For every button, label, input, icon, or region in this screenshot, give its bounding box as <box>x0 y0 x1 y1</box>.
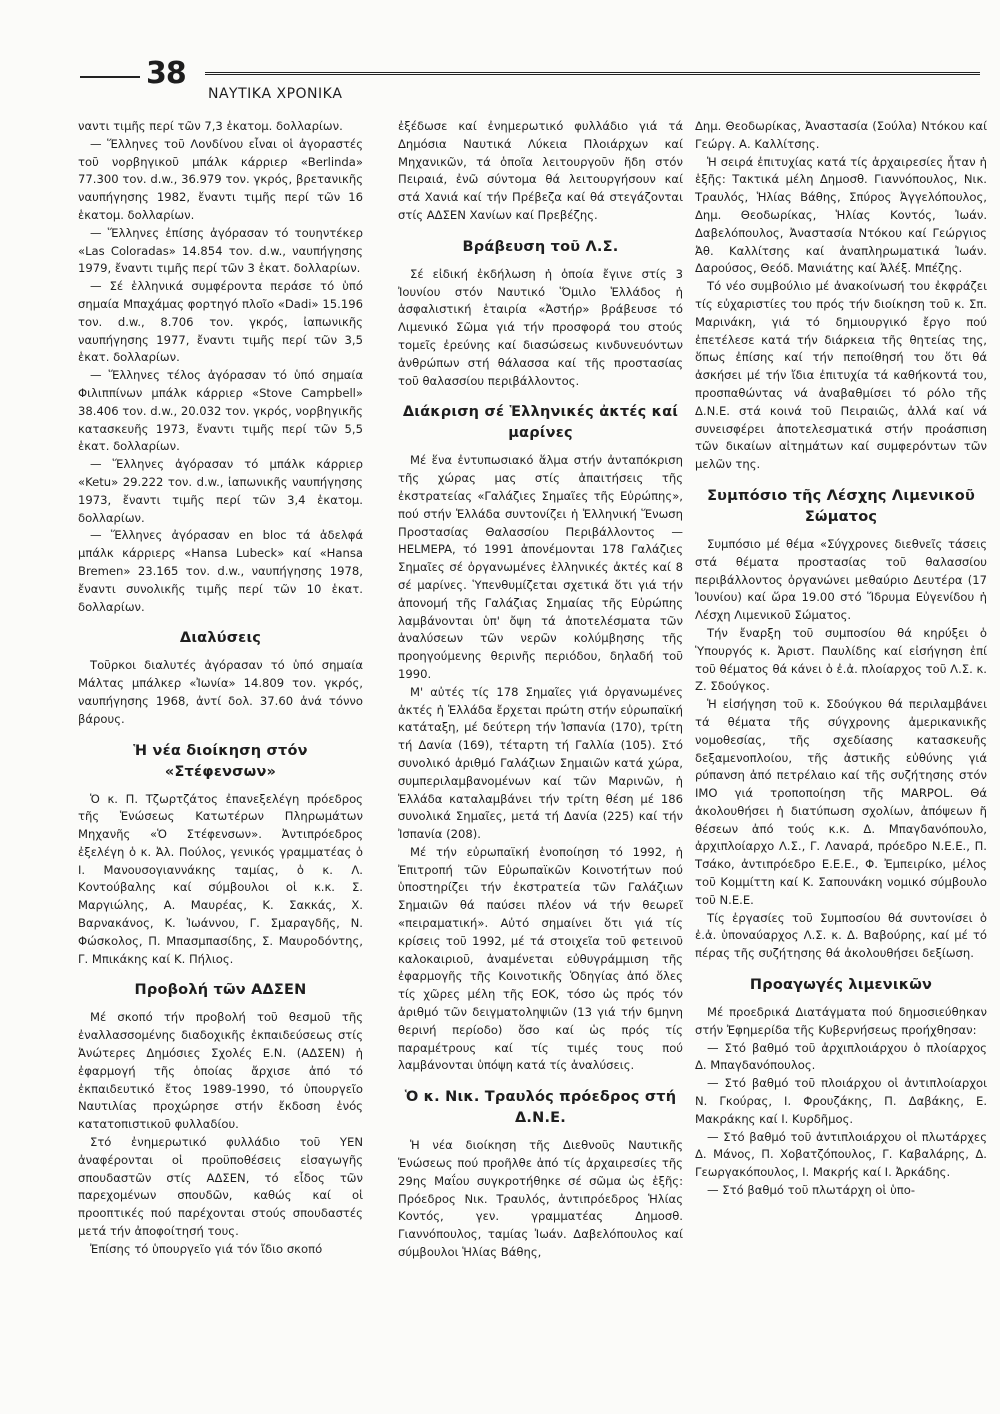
page-header <box>80 56 980 110</box>
paragraph: Ἡ σειρά ἐπιτυχίας κατά τίς ἀρχαιρεσίες ἦταν ἡ ἑξῆς: Τακτικά μέλη Δημοσθ. Γιαννόπουλος, Νικ. Τραυλός, Ἡλίας Βάθης, Σπύρος Ἀγγελόπουλος, Δημ. Θεοδωρίκας, Ἡλίας Κοντός, Ἰωάν. Δαβελόπουλος, Ἀναστασία Ντόκου καί Γεώργιος Ἀθ. Καλλίτσης καί ἀναπληρωματικά Ἰωάν. Δαρούσος, Θεόδ. Μανιάτης καί Ἀλέξ. Μπέζης. <box>695 154 987 276</box>
paragraph: Μέ τήν εὐρωπαϊκή ἑνοποίηση τό 1992, ἡ Ἐπιτροπή τῶν Εὐρωπαϊκῶν Κοινοτήτων πού ὑποστηρίζει τήν ἐκστρατεία τῶν Γαλάζιων Σημαιῶν θά παύσει πλέον νά τήν θεωρεῖ «πειραματική». Αὐτό σημαίνει ὅτι γιά τίς κρίσεις τοῦ 1992, μέ τά στοιχεῖα τοῦ φετεινοῦ καλοκαιριοῦ, ἀναμένεται εὐθυγράμμιση τῆς ἐφαρμογῆς τῆς Κοινοτικῆς Ὁδηγίας ἀπό ὅλες τίς χῶρες μέλη τῆς ΕΟΚ, τόσο ὡς πρός τόν ἀριθμό τῶν δειγματοληψιῶν (13 γιά τήν 6μηνη θερινή περίοδο) ὅσο καί ὡς πρός τίς παραμέτρους καί τίς τιμές τους πού λαμβάνονται ὑπόψη κατά τίς ἀναλύσεις. <box>398 844 683 1073</box>
paragraph: — Ἕλληνες ἀγόρασαν en bloc τά ἀδελφά μπάλκ κάρριερς «Hansa Lubeck» καί «Hansa Bremen» 23.165 τον. d.w., ναυπήγησης 1978, ἔναντι συνολικῆς τιμῆς περί τῶν 10 ἑκατ. δολλαρίων. <box>78 528 363 614</box>
paragraph: — Ἕλληνες ἀγόρασαν τό μπάλκ κάρριερ «Ketu» 29.222 τον. d.w., ἰαπωνικῆς ναυπήγησης 1973, ἔναντι τιμῆς περί τῶν 3,4 ἑκατομ. δολλαρίων. <box>78 457 363 525</box>
heading-new-administration: Ἡ νέα διοίκηση στόν «Στέφενσων» <box>133 742 308 780</box>
paragraph: Μέ ἕνα ἐντυπωσιακό ἅλμα στήν ἀνταπόκριση τῆς χώρας μας στίς ἀπαιτήσεις τῆς ἐκστρατείας «Γαλάζιες Σημαῖες τῆς Εὐρώπης», πού στήν Ἑλλάδα συντονίζει ἡ Ἑλληνική Ἕνωση Προστασίας Θαλασσίου Περιβάλλοντος — HELMEPA, τό 1991 ἀπονέμονται 178 Γαλάζιες Σημαῖες σέ ὀργανωμένες ἑλληνικές ἀκτές καί 8 σέ μαρίνες. Ὑπενθυμίζεται σχετικά ὅτι γιά τήν ἀπονομή τῆς Γαλάζιας Σημαίας τῆς Εὐρώπης λαμβάνονται ὑπ' ὄψη τά ἀποτελέσματα τῶν ἀναλύσεων τῶν νερῶν κολύμβησης τῆς προηγούμενης θερινῆς περιόδου, δηλαδή τοῦ 1990. <box>398 453 683 681</box>
paragraph: Συμπόσιο μέ θέμα «Σύγχρονες διεθνεῖς τάσεις στά θέματα προστασίας τοῦ θαλασσίου περιβάλλοντος ὀργανώνει μεθαύριο Δευτέρα (17 Ἰουνίου) καί ὥρα 19.00 στό Ἵδρυμα Εὐγενίδου ἡ Λέσχη Λιμενικοῦ Σώματος. <box>695 536 987 623</box>
paragraph: Σέ εἰδική ἐκδήλωση ἡ ὁποία ἔγινε στίς 3 Ἰουνίου στόν Ναυτικό Ὅμιλο Ἑλλάδος ἡ ἀσφαλιστική ἑταιρία «Ἀστήρ» βράβευσε τό Λιμενικό Σῶμα γιά τήν προσφορά του στούς τομεῖς ἐρεύνης καί διασώσεως κινδυνευόντων ἀνθρώπων στή θάλασσα καί τῆς προστασίας τοῦ θαλασσίου περιβάλλοντος. <box>398 266 683 388</box>
paragraph: Τό νέο συμβούλιο μέ ἀνακοίνωσή του ἐκφράζει τίς εὐχαριστίες του πρός τήν διοίκηση τοῦ κ. Σπ. Μαρινάκη, γιά τό δημιουργικό ἔργο πού ἐπετέλεσε κατά τήν διάρκεια τῆς θητείας της, ὅπως ἐπίσης καί τήν πεποίθησή του ὅτι θά ἀσκήσει μέ τήν ἴδια ἐπιτυχία τά καθήκοντά του, προσπαθώντας νά ἀναβαθμίσει τό ρόλο τῆς Δ.Ν.Ε. στά κοινά τοῦ Πειραιῶς, ἀλλά καί νά συνεισφέρει ἀποτελεσματικά στήν προάσπιση τῶν δικαίων αἰτημάτων καί συμφερόντων τῶν μελῶν της. <box>695 279 987 472</box>
paragraph: Μ' αὐτές τίς 178 Σημαῖες γιά ὀργανωμένες ἀκτές ἡ Ἑλλάδα ἔρχεται πρώτη στήν εὐρωπαϊκή κατάταξη, μέ δεύτερη τήν Ἰσπανία (170), τρίτη τή Δανία (169), τέταρτη τή Γαλλία (105). Στό συνολικό ἀριθμό Γαλάζιων Σημαιῶν κατά χώρα, συμπεριλαμβανομένων καί τῶν Μαρινῶν, ἡ Ἑλλάδα καταλαμβάνει τήν τρίτη θέση μέ 186 συνολικά Σημαῖες, μετά τή Δανία (225) καί τήν Ἰσπανία (208). <box>398 684 683 842</box>
paragraph: — Ἕλληνες τέλος ἀγόρασαν τό ὑπό σημαία Φιλιππίνων μπάλκ κάρριερ «Stove Campbell» 38.406 τον. d.w., 20.032 τον. γκρός, νορβηγικῆς κατασκευῆς 1973, ἔναντι τιμῆς περί τῶν 5,5 ἑκατ. δολλαρίων. <box>78 368 363 454</box>
magazine-title: ΝΑΥΤΙΚΑ ΧΡΟΝΙΚΑ <box>208 86 343 102</box>
paragraph: — Στό βαθμό τοῦ πλωτάρχη οἱ ὑπο- <box>707 1183 916 1198</box>
paragraph: Δημ. Θεοδωρίκας, Ἀναστασία (Σούλα) Ντόκου καί Γεώργ. Α. Καλλίτσης. <box>695 119 987 151</box>
paragraph: — Ἕλληνες τοῦ Λονδίνου εἶναι οἱ ἀγοραστές τοῦ νορβηγικοῦ μπάλκ κάρριερ «Berlinda» 77.300 τον. d.w., 36.979 τον. γκρός, βρετανικῆς ναυπήγησης 1982, ἔναντι τιμῆς περί τῶν 16 ἑκατομ. δολλαρίων. <box>78 136 363 222</box>
paragraph: Ἡ εἰσήγηση τοῦ κ. Σδούγκου θά περιλαμβάνει τά θέματα τῆς σύγχρονης ἀμερικανικῆς νομοθεσίας, τῆς σχεδίασης κατασκευῆς δεξαμενοπλοίου, τῆς ἀστικῆς εὐθύνης γιά ρύπανση ἀπό πετρέλαιο καί τῆς συζήτησης στόν ΙΜΟ γιά τροποποίηση τῆς MARPOL. Θά ἀκολουθήσει ἡ διατύπωση σχολίων, ἀπόψεων ἤ θέσεων ἀπό τούς κ.κ. Δ. Μπαγδανόπουλο, ἀρχιπλοίαρχο Λ.Σ., Γ. Λαναρά, πρόεδρο Ν.Ε.Ε., Π. Τσάκο, ἀντιπρόεδρο Ε.Ε.Ε., Φ. Ἐμπειρίκο, μέλος τοῦ Κομμίττη καί Κ. Σαπουνάκη νομικό σύμβουλο τοῦ Ν.Ε.Ε. <box>695 697 987 907</box>
paragraph: Τίς ἐργασίες τοῦ Συμποσίου θά συντονίσει ὁ ἐ.ἀ. ὑποναύαρχος Λ.Σ. κ. Δ. Βαβούρης, καί μέ τό πέρας τῆς συζήτησης θά ἀκολουθήσει δεξίωση. <box>695 910 987 961</box>
heading-symposium: Συμπόσιο τῆς Λέσχης Λιμενικοῦ Σώματος <box>707 487 975 525</box>
paragraph: Μέ σκοπό τήν προβολή τοῦ θεσμοῦ τῆς ἐναλλασσομένης διαδοχικῆς ἐκπαιδεύσεως στίς Ἀνώτερες Δημόσιες Σχολές Ε.Ν. (ΑΔΣΕΝ) ἡ ἐφαρμογή τῆς ὁποίας ἄρχισε ἀπό τό ἐκπαιδευτικό ἔτος 1989-1990, τό ὑπουργεῖο Ναυτιλίας προχώρησε στήν ἔκδοση ἑνός κατατοπιστικοῦ φυλλαδίου. <box>78 1010 363 1132</box>
header-rule-right <box>205 72 980 75</box>
paragraph: Ἐπίσης τό ὑπουργεῖο γιά τόν ἴδιο σκοπό <box>90 1241 323 1256</box>
paragraph: — Στό βαθμό τοῦ ἀρχιπλοιάρχου ὁ πλοίαρχος Δ. Μπαγδανόπουλος. <box>695 1040 987 1073</box>
page-number: 38 <box>146 56 186 91</box>
paragraph: Τοῦρκοι διαλυτές ἀγόρασαν τό ὑπό σημαία Μάλτας μπάλκερ «Ἰωνία» 14.809 τον. γκρός, ναυπήγησης 1968, ἀντί δολ. 37.60 ἀνά τόννο βάρους. <box>78 658 363 726</box>
heading-promotions: Προαγωγές λιμενικῶν <box>749 977 933 994</box>
heading-blue-flags: Διάκριση σέ Ἑλληνικές ἀκτές καί μαρίνες <box>402 404 679 442</box>
paragraph: Ὁ κ. Π. Τζωρτζάτος ἐπανεξελέγη πρόεδρος τῆς Ἑνώσεως Κατωτέρων Πληρωμάτων Μηχανῆς «Ὁ Στέφενσων». Ἀντιπρόεδρος ἐξελέγη ὁ κ. Ἀλ. Πούλος, γενικός γραμματέας ὁ Ι. Μανουσογιαννάκης ταμίας, ὁ κ. Λ. Κοντούβαλης καί σύμβουλοι οἱ κ.κ. Σ. Μαργιώλης, Α. Μαυρέας, Κ. Σακκάς, Χ. Βαρνακάνος, Κ. Ἰωάννου, Γ. Σμαραγδῆς, Ν. Φώσκολος, Π. Μπασμπασίδης, Σ. Μαυροδόντης, Γ. Μπικάκης καί Κ. Πήλιος. <box>78 791 363 966</box>
column-1 <box>78 118 363 1259</box>
paragraph: — Ἕλληνες ἐπίσης ἀγόρασαν τό τουηντέκερ «Las Coloradas» 14.854 τον. d.w., ναυπήγησης 1979, ἔναντι τιμῆς περί τῶν 3 ἑκατ. δολλαρίων. <box>78 225 363 276</box>
paragraph: Στό ἐνημερωτικό φυλλάδιο τοῦ ΥΕΝ ἀναφέρονται οἱ προϋποθέσεις εἰσαγωγῆς σπουδαστῶν στίς ΑΔΣΕΝ, τό εἶδος τῶν παρεχομένων σπουδῶν, καθώς καί οἱ προοπτικές πού παρέχονται στούς σπουδαστές μετά τήν ἀποφοίτησή τους. <box>78 1135 363 1239</box>
header-rule-left <box>80 76 140 78</box>
paragraph: — Σέ ἑλληνικά συμφέροντα περάσε τό ὑπό σημαία Μπαχάμας φορτηγό πλοῖο «Dadi» 15.196 τον. d.w., 8.706 τον. γκρός, ἰαπωνικῆς ναυπήγησης 1977, ἔναντι τιμῆς περί τῶν 3,5 ἑκατ. δολλαρίων. <box>78 279 363 365</box>
paragraph: — Στό βαθμό τοῦ ἀντιπλοιάρχου οἱ πλωτάρχες Δ. Μάνος, Π. Χοβατζόπουλος, Γ. Καβαλάρης, Δ. Γεωργακόπουλος, Ι. Μακρής καί Ι. Ἀρκάδης. <box>695 1129 987 1180</box>
paragraph: — Στό βαθμό τοῦ πλοιάρχου οἱ ἀντιπλοίαρχοι Ν. Γκούρας, Ι. Φρουζάκης, Π. Δαβάκης, Ε. Μακράκης καί Ι. Κυρδῆμος. <box>695 1076 987 1126</box>
heading-travlos: Ὁ κ. Νικ. Τραυλός πρόεδρος στή Δ.Ν.Ε. <box>404 1089 677 1127</box>
paragraph: Μέ προεδρικά Διατάγματα πού δημοσιεύθηκαν στήν Ἐφημερίδα τῆς Κυβερνήσεως προήχθησαν: <box>695 1005 987 1037</box>
paragraph: ἐξέδωσε καί ἐνημερωτικό φυλλάδιο γιά τά Δημόσια Ναυτικά Λύκεια Πλοιάρχων καί Μηχανικῶν, τά ὁποῖα λειτουργοῦν ἤδη στόν Πειραιά, ἐνῶ σύντομα θά λειτουργήσουν καί στά Χανιά καί τήν Πρέβεζα καί θά στεγάζονται στίς ΑΔΣΕΝ Χανίων καί Πρεβέζης. <box>398 119 683 222</box>
paragraph: ναντι τιμῆς περί τῶν 7,3 ἑκατομ. δολλαρίων. <box>78 119 343 133</box>
column-3 <box>695 118 987 1200</box>
heading-dialyseis: Διαλύσεις <box>179 630 262 647</box>
column-2 <box>398 118 683 1262</box>
paragraph: Τήν ἔναρξη τοῦ συμποσίου θά κηρύξει ὁ Ὑπουργός κ. Ἀριστ. Παυλίδης καί εἰσήγηση ἐπί τοῦ θέματος θά κάνει ὁ ἐ.ἀ. πλοίαρχος τοῦ Λ.Σ. κ. Ζ. Σδούγκος. <box>695 625 987 694</box>
heading-award: Βράβευση τοῦ Λ.Σ. <box>462 238 619 255</box>
heading-adsen: Προβολή τῶν ΑΔΣΕΝ <box>134 982 307 999</box>
paragraph: Ἡ νέα διοίκηση τῆς Διεθνοῦς Ναυτικῆς Ἑνώσεως πού προῆλθε ἀπό τίς ἀρχαιρεσίες τῆς 29ης Μαΐου συγκροτήθηκε σέ σῶμα ὡς ἑξῆς: Πρόεδρος Νικ. Τραυλός, ἀντιπρόεδρος Ἡλίας Κοντός, γεν. γραμματέας Δημοσθ. Γιαννόπουλος, ταμίας Ἰωάν. Δαβελόπουλος καί σύμβουλοι Ἡλίας Βάθης, <box>398 1138 683 1260</box>
